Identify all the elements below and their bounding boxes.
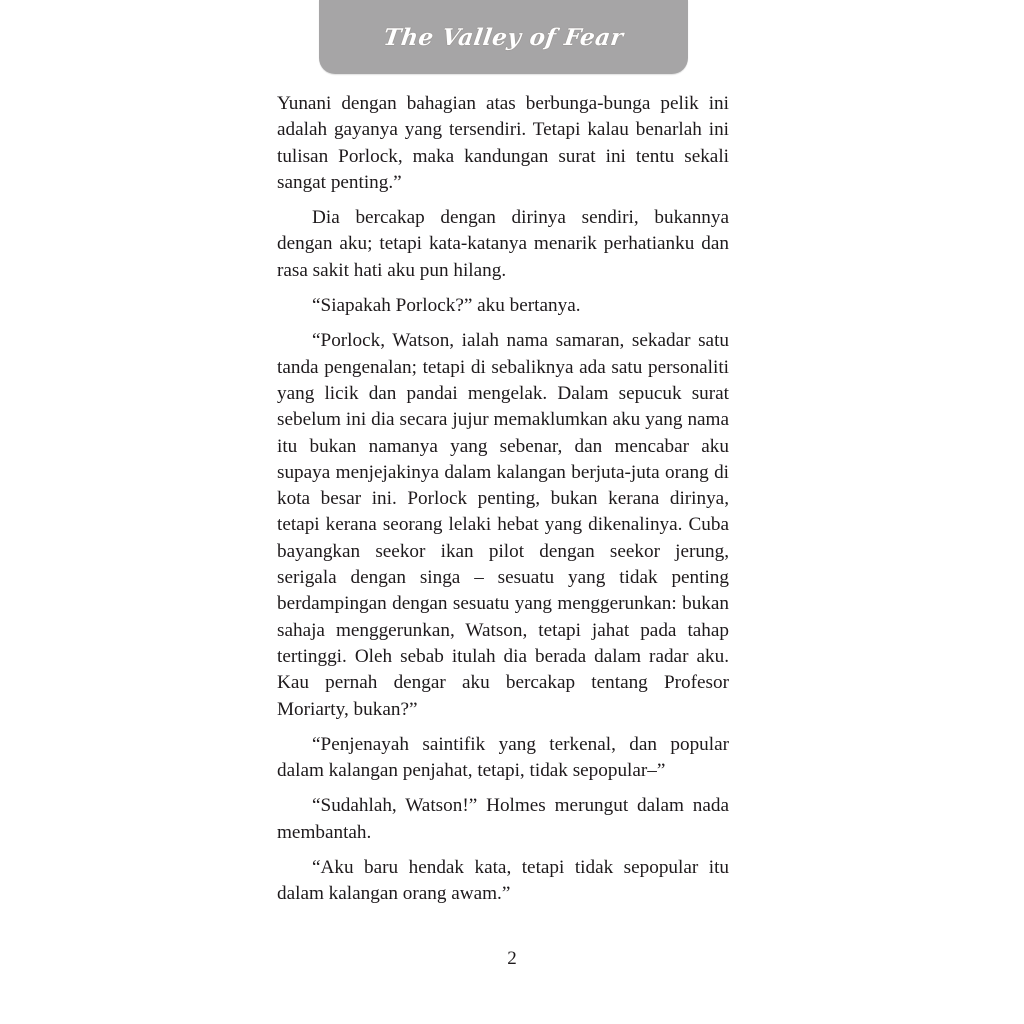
paragraph: “Sudahlah, Watson!” Holmes merungut dalam nada membantah. [277,795,729,843]
paragraph: “Porlock, Watson, ialah nama samaran, sekadar satu tanda pengenalan; tetapi di sebaliknya ada satu personaliti yang licik dan pandai mengelak. Dalam sepucuk surat sebelum ini dia secara jujur memaklumkan aku yang nama itu bukan namanya yang sebenar, dan mencabar aku supaya menjejakinya dalam kalangan berjuta-juta orang di kota besar ini. Porlock penting, bukan kerana dirinya, tetapi kerana seorang lelaki hebat yang dikenalinya. Cuba bayangkan seekor ikan pilot dengan seekor jerung, serigala dengan singa – sesuatu yang tidak penting berdampingan dengan sesuatu yang menggerunkan: bukan sahaja menggerunkan, Watson, tetapi jahat pada tahap tertinggi. Oleh sebab itulah dia berada dalam radar aku. Kau pernah dengar aku bercakap tentang Profesor Moriarty, bukan?” [277,330,729,720]
page-number: 2 [507,948,517,969]
paragraph: “Penjenayah saintifik yang terkenal, dan popular dalam kalangan penjahat, tetapi, tidak sepopular–” [277,733,729,782]
book-title: The Valley of Fear [381,24,626,51]
running-header [319,0,688,74]
page-body [277,91,729,917]
paragraph: “Aku baru hendak kata, tetapi tidak sepopular itu dalam kalangan orang awam.” [277,857,729,905]
paragraph: Yunani dengan bahagian atas berbunga-bunga pelik ini adalah gayanya yang tersendiri. Tetapi kalau benarlah ini tulisan Porlock, maka kandungan surat ini tentu sekali sangat penting.” [277,93,729,193]
paragraph: “Siapakah Porlock?” aku bertanya. [312,295,581,317]
paragraph: Dia bercakap dengan dirinya sendiri, bukannya dengan aku; tetapi kata-katanya menarik perhatianku dan rasa sakit hati aku pun hilang. [277,207,729,281]
